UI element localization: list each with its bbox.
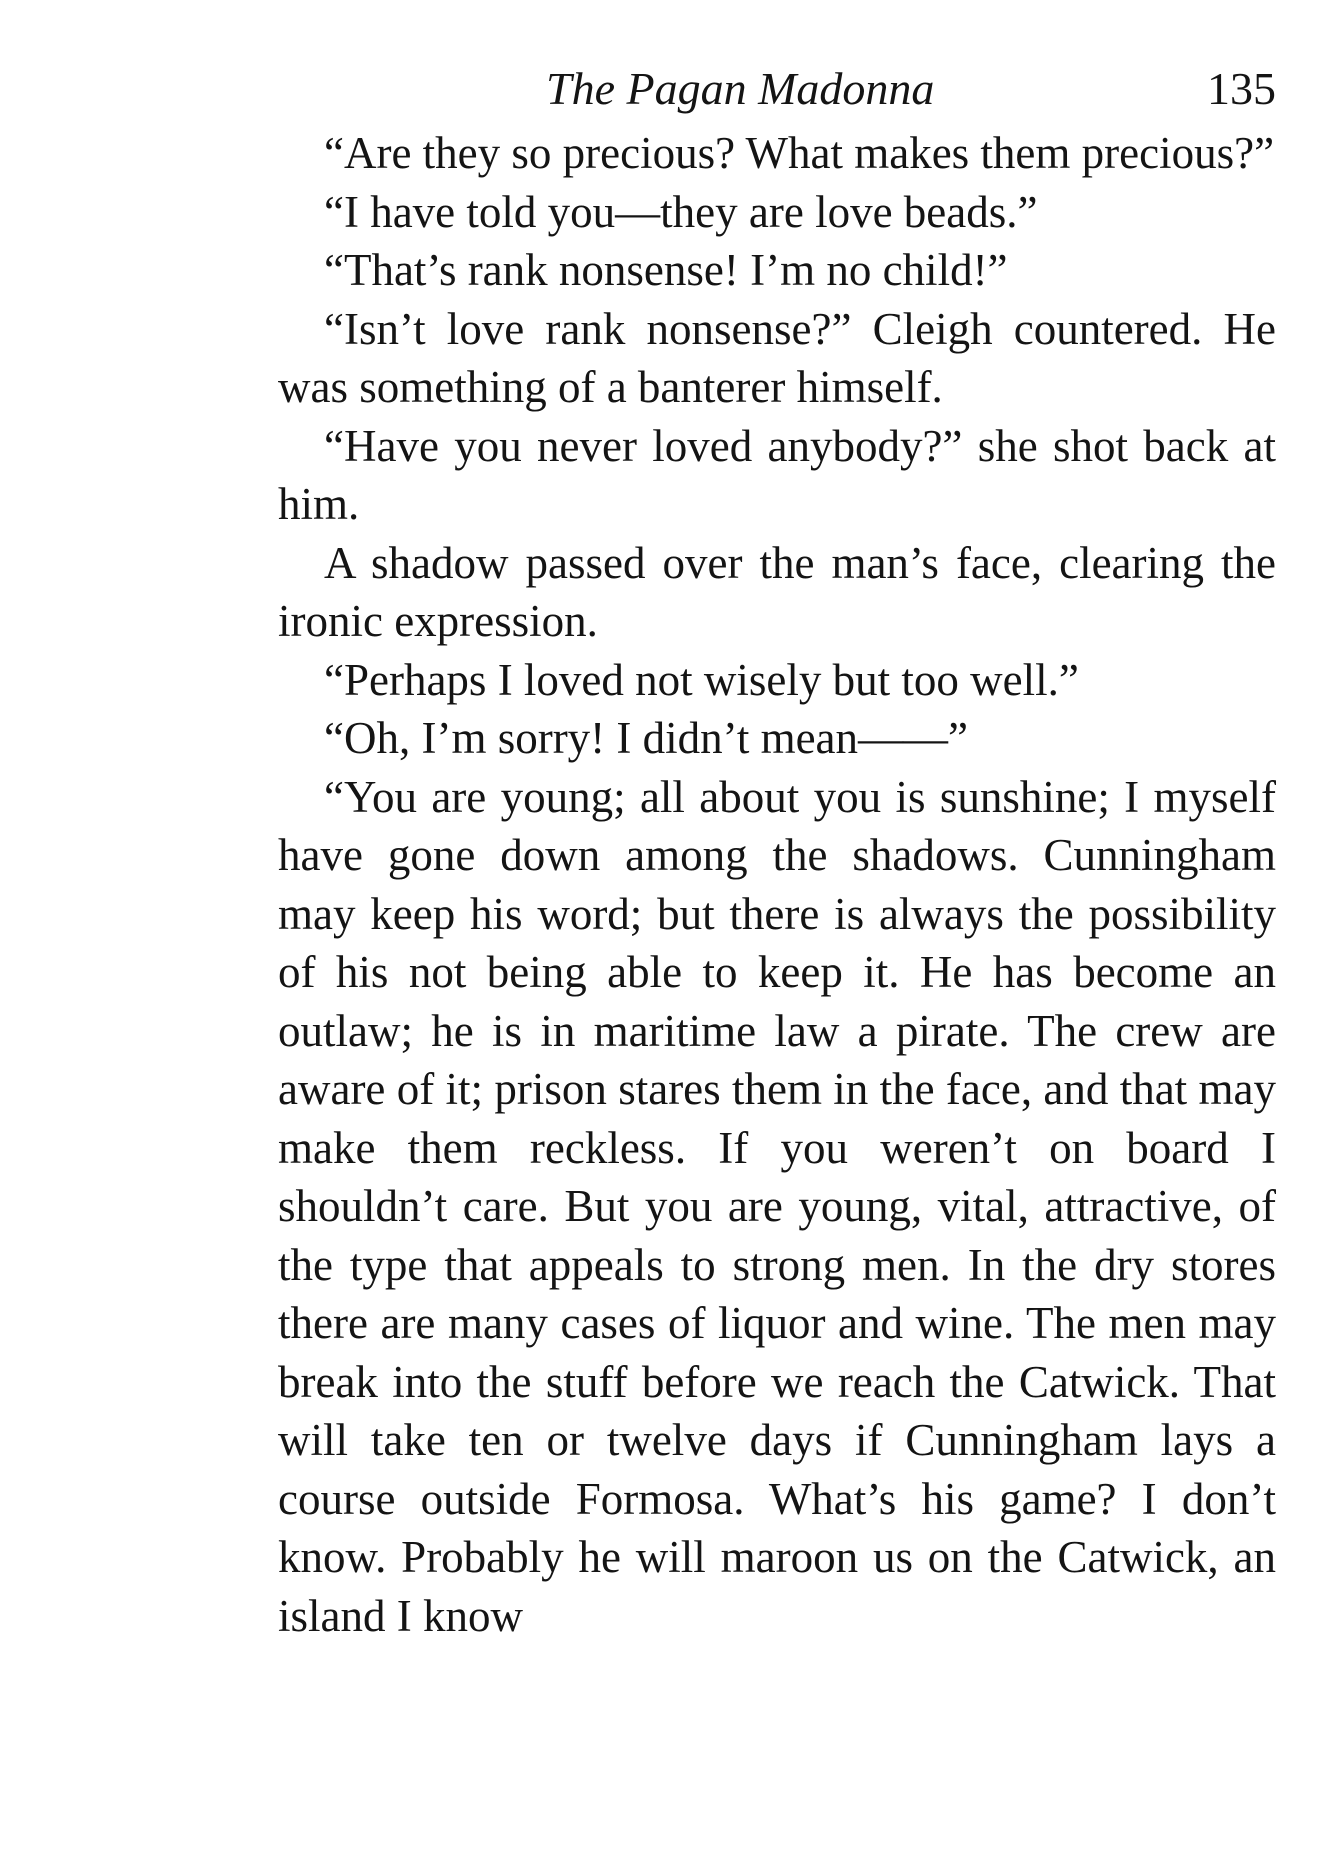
body-text [278, 124, 1276, 1645]
paragraph: “Are they so precious? What makes them precious?” [324, 128, 1275, 178]
page-number: 135 [1207, 63, 1276, 114]
paragraph: “Oh, I’m sorry! I didn’t mean——” [324, 713, 968, 763]
book-page [278, 58, 1276, 1645]
paragraph: “That’s rank nonsense! I’m no child!” [324, 245, 1008, 295]
paragraph: “I have told you—they are love beads.” [324, 186, 1038, 237]
paragraph: “You are young; all about you is sunshine; I myself have gone down among the shadows. Cunningham may keep his word; but there is always the possibility of his not being able to keep it. He has become an outlaw; he is in maritime law a pirate. The crew are aware of it; prison stares them in the face, and that may make them reckless. If you weren’t on board I shouldn’t care. But you are young, vital, attractive, of the type that appeals to strong men. In the dry stores there are many cases of liquor and wine. The men may break into the stuff before we reach the Catwick. That will take ten or twelve days if Cunningham lays a course outside Formosa. What’s his game? I don’t know. Probably he will maroon us on the Catwick, an island I know [278, 771, 1276, 1641]
paragraph: “Have you never loved anybody?” she shot back at him. [278, 420, 1276, 529]
paragraph: “Isn’t love rank nonsense?” Cleigh countered. He was something of a banterer himself. [278, 303, 1276, 412]
paragraph: “Perhaps I loved not wisely but too well.” [324, 654, 1079, 705]
paragraph: A shadow passed over the man’s face, clearing the ironic expression. [278, 537, 1276, 646]
running-head [278, 58, 1276, 120]
running-title: The Pagan Madonna [546, 63, 935, 114]
